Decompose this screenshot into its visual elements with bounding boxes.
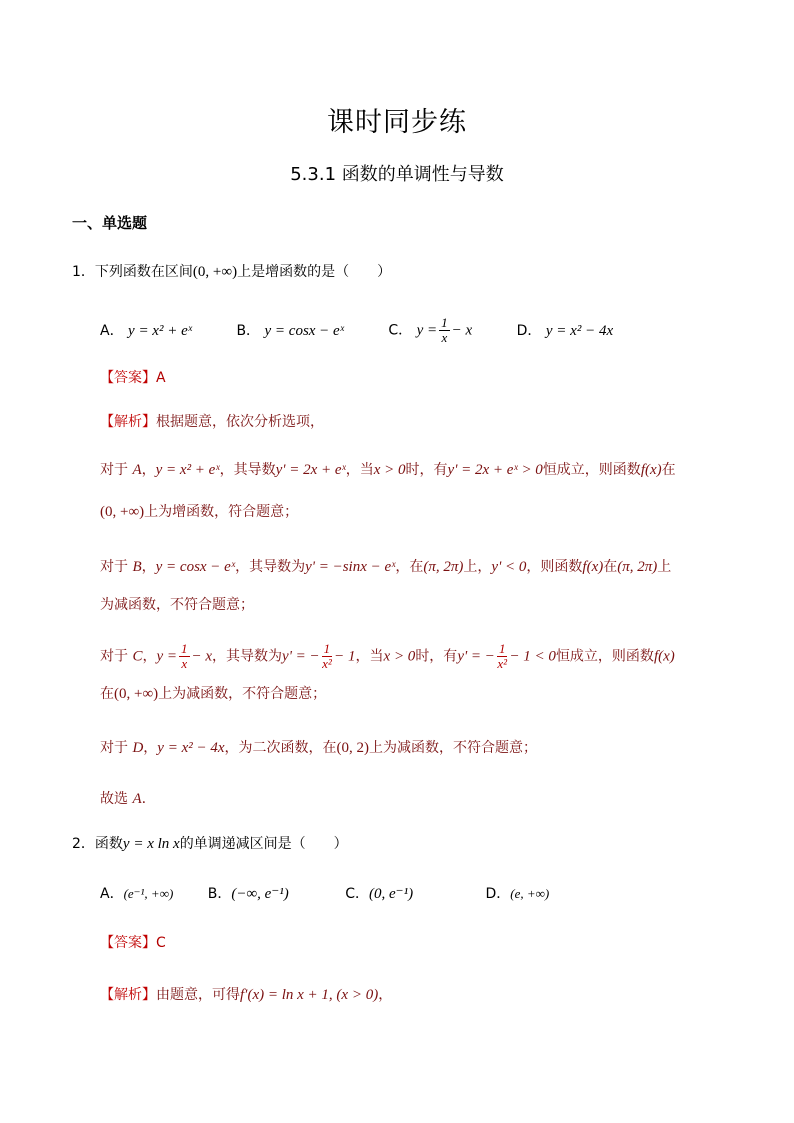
math-expr: f′(x) = ln x + 1, (x > 0) <box>240 987 379 1003</box>
option-expr: y = x² + eˣ <box>128 322 192 339</box>
analysis-tag: 【解析】 <box>100 414 156 430</box>
question-number: 1． <box>72 264 95 280</box>
fraction <box>322 642 333 671</box>
option-d <box>517 321 613 341</box>
option-ref: C <box>132 648 143 665</box>
math-expr: − x <box>191 648 213 665</box>
option-expr: y = <box>416 322 438 339</box>
analysis-text: ， <box>378 987 393 1003</box>
analysis-c-line1: 对于 C，y = $\frac{1}{x}$ − x，其导数为y' = − $\frac{1}{\text{x²}}$ − 1，当x > 0时，有y' = − $\frac{1}{\text{x²}}$ − 1 < 0恒成立，则函数f(x) <box>100 641 675 671</box>
denominator: x² <box>497 656 508 671</box>
option-expr: (−∞, e⁻¹) <box>231 886 289 902</box>
option-ref: D <box>132 740 144 756</box>
answer-line <box>100 368 166 388</box>
analysis-text: 上， <box>463 559 492 575</box>
analysis-tag: 【解析】 <box>100 987 156 1003</box>
numerator: 1 <box>498 641 506 656</box>
math-expr: y = x² − 4x <box>157 740 225 756</box>
option-b <box>236 321 344 341</box>
math-expr: x > 0 <box>383 648 416 665</box>
denominator: x² <box>322 656 332 671</box>
math-expr: − 1 < 0 <box>509 648 556 665</box>
answer-tag: 【答案】 <box>100 370 156 386</box>
analysis-text: ，当 <box>345 462 374 478</box>
fraction <box>497 642 508 671</box>
math-expr: (0, +∞) <box>100 504 145 520</box>
option-label: C． <box>388 322 413 339</box>
option-a <box>100 321 192 341</box>
analysis-text: 时，有 <box>415 648 458 665</box>
math-expr: y' = − <box>457 648 495 665</box>
numerator: 1 <box>441 315 448 330</box>
fraction <box>179 642 190 671</box>
answer-value: A <box>156 370 166 386</box>
math-expr: − 1 <box>334 648 356 665</box>
option-c <box>345 884 413 904</box>
question-1-stem <box>72 262 391 282</box>
analysis-text: 对于 <box>100 740 133 756</box>
option-label: B． <box>207 886 232 902</box>
math-expr: x > 0 <box>373 462 406 478</box>
analysis-d-line: 对于 D，y = x² − 4x，为二次函数，在(0, 2)上为减函数，不符合题意； <box>100 740 538 756</box>
option-expr: y = cosx − eˣ <box>264 322 344 339</box>
math-expr: y = cosx − eˣ <box>155 559 236 575</box>
denominator: x <box>181 656 188 671</box>
analysis-text: 对于 <box>100 559 133 575</box>
analysis-line <box>100 985 392 1005</box>
analysis-text: 上为增函数，符合题意； <box>144 504 299 520</box>
analysis-text: ，当 <box>355 648 384 665</box>
conclusion-line <box>100 789 146 809</box>
analysis-b-line2: 为减函数，不符合题意； <box>100 597 254 613</box>
numerator: 1 <box>181 641 188 656</box>
stem-text: 的单调递减区间是（ ） <box>179 836 348 852</box>
analysis-text: 上为减函数，不符合题意； <box>158 686 327 702</box>
analysis-text: ，在 <box>395 559 424 575</box>
math-expr: (0, 2) <box>336 740 370 756</box>
analysis-text: 上 <box>657 559 672 575</box>
option-expr: (0, e⁻¹) <box>369 886 414 902</box>
analysis-text: . <box>141 791 147 807</box>
analysis-c-line2 <box>100 684 326 704</box>
math-expr: y' = 2x + eˣ <box>275 462 346 478</box>
question-2-options <box>100 884 589 904</box>
analysis-text: 恒成立，则函数 <box>555 648 654 665</box>
analysis-intro <box>100 412 324 432</box>
math-expr: y' < 0 <box>491 559 527 575</box>
question-1-options <box>100 316 653 345</box>
option-c <box>388 316 472 345</box>
analysis-text: 由题意，可得 <box>156 987 240 1003</box>
math-expr: (π, 2π) <box>423 559 464 575</box>
option-expr: (e, +∞) <box>510 886 550 901</box>
option-label: D． <box>516 322 542 339</box>
stem-expr: y = x ln x <box>122 836 180 852</box>
section-heading: 一、单选题 <box>72 214 148 232</box>
analysis-text: ，其导数 <box>219 462 276 478</box>
analysis-text: ，其导数为 <box>235 559 306 575</box>
option-expr: − x <box>451 322 473 339</box>
math-expr: f(x) <box>653 648 675 665</box>
analysis-text: 对于 <box>100 462 133 478</box>
stem-text: 下列函数在区间 <box>94 264 193 280</box>
math-expr: y = x² + eˣ <box>155 462 220 478</box>
question-2-stem <box>72 834 348 854</box>
analysis-b-line1: 对于 B，y = cosx − eˣ，其导数为y' = −sinx − eˣ，在(π, 2π)上，y' < 0，则函数f(x)在(π, 2π)上 <box>100 559 672 575</box>
denominator: x <box>441 330 448 345</box>
numerator: 1 <box>323 641 331 656</box>
analysis-text: 根据题意，依次分析选项， <box>156 414 324 430</box>
option-label: A． <box>100 886 124 902</box>
analysis-text: 在 <box>100 686 114 702</box>
math-expr: f(x) <box>582 559 604 575</box>
math-expr: f(x) <box>640 462 662 478</box>
stem-text: 函数 <box>94 836 123 852</box>
math-expr: y' = 2x + eˣ > 0 <box>447 462 543 478</box>
answer-value: C <box>156 935 166 951</box>
option-label: A． <box>100 322 124 339</box>
analysis-text: ，为二次函数，在 <box>224 740 337 756</box>
math-expr: y' = − <box>282 648 320 665</box>
analysis-text: 对于 <box>100 648 133 665</box>
math-expr: (π, 2π) <box>617 559 658 575</box>
option-label: B． <box>236 322 261 339</box>
option-ref: A <box>132 462 142 478</box>
analysis-a-line1: 对于 A，y = x² + eˣ，其导数y' = 2x + eˣ，当x > 0时，有y' = 2x + eˣ > 0恒成立，则函数f(x)在 <box>100 462 676 478</box>
analysis-text: 上为减函数，不符合题意； <box>369 740 538 756</box>
option-ref: B <box>132 559 142 575</box>
analysis-text: 在 <box>603 559 618 575</box>
option-ref: A <box>132 791 142 807</box>
option-expr: y = x² − 4x <box>545 322 614 339</box>
option-label: D． <box>485 886 511 902</box>
option-label: C． <box>345 886 369 902</box>
page-title: 课时同步练 <box>327 107 467 138</box>
analysis-text: 时，有 <box>405 462 448 478</box>
analysis-text: ，则函数 <box>526 559 583 575</box>
stem-text: 上是增函数的是（ ） <box>237 264 392 280</box>
analysis-text: 故选 <box>100 791 133 807</box>
option-expr: (e⁻¹, +∞) <box>123 886 174 901</box>
option-d <box>486 884 550 904</box>
interval-expr: (0, +∞) <box>192 264 238 280</box>
math-expr: (0, +∞) <box>114 686 159 702</box>
math-expr: y = <box>156 648 177 665</box>
question-number: 2． <box>72 836 95 852</box>
answer-line <box>100 933 166 953</box>
fraction <box>439 316 450 345</box>
math-expr: y' = −sinx − eˣ <box>305 559 396 575</box>
analysis-text: ，其导数为 <box>212 648 283 665</box>
option-a <box>100 884 173 904</box>
analysis-text: 恒成立，则函数 <box>542 462 641 478</box>
option-b <box>208 884 289 904</box>
lesson-subtitle: 5.3.1 函数的单调性与导数 <box>290 164 504 185</box>
analysis-a-line2 <box>100 502 298 522</box>
analysis-text: 在 <box>661 462 676 478</box>
answer-tag: 【答案】 <box>100 935 156 951</box>
